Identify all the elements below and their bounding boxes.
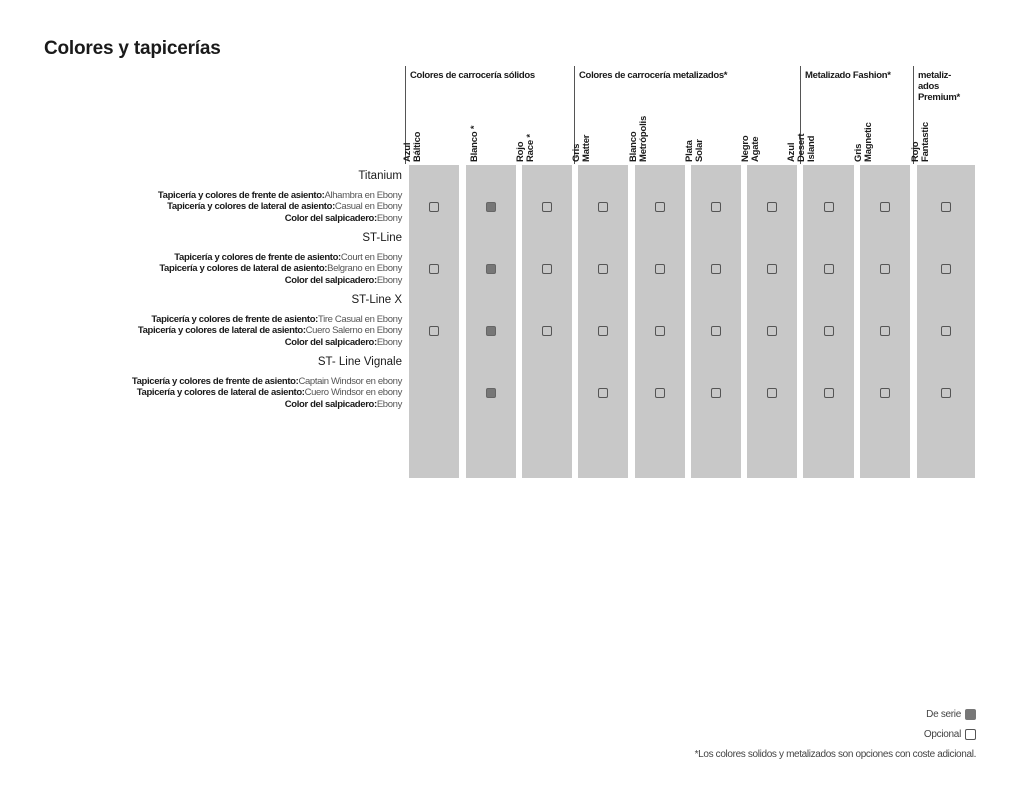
trim-description-line bbox=[158, 201, 402, 212]
legend-standard-label: De serie bbox=[926, 709, 961, 720]
optional-checkbox-icon bbox=[711, 326, 721, 336]
standard-checkbox-icon bbox=[486, 388, 496, 398]
group-header-1 bbox=[579, 70, 727, 81]
color-name-9 bbox=[910, 100, 991, 162]
color-name-text bbox=[629, 116, 649, 162]
color-name-line: Rojo bbox=[515, 141, 526, 162]
trim-line-label: Color del salpicadero: bbox=[284, 336, 377, 348]
trim-description-line bbox=[132, 376, 402, 387]
color-name-text bbox=[911, 122, 931, 162]
legend-standard bbox=[926, 709, 976, 720]
optional-checkbox-icon bbox=[941, 326, 951, 336]
trim-name: ST- Line Vignale bbox=[317, 356, 402, 368]
color-name-line: Metrópolis bbox=[638, 115, 649, 162]
color-name-text bbox=[403, 132, 423, 162]
color-name-line: Báltico bbox=[412, 131, 423, 162]
optional-checkbox-icon bbox=[598, 202, 608, 212]
trim-line-value: Alhambra en Ebony bbox=[324, 190, 402, 201]
optional-checkbox-icon bbox=[767, 202, 777, 212]
optional-checkbox-icon bbox=[598, 388, 608, 398]
color-name-line: Blanco bbox=[628, 131, 639, 162]
optional-checkbox-icon bbox=[711, 202, 721, 212]
optional-checkbox-icon bbox=[767, 264, 777, 274]
optional-checkbox-icon bbox=[880, 388, 890, 398]
optional-checkbox-icon bbox=[711, 388, 721, 398]
trim-line-value: Belgrano en Ebony bbox=[327, 263, 402, 275]
trim-description-line bbox=[159, 263, 402, 274]
color-name-line: Gris bbox=[853, 143, 864, 162]
optional-checkbox-icon bbox=[824, 202, 834, 212]
trim-line-value: Ebony bbox=[376, 212, 402, 224]
trim-description-line bbox=[138, 337, 402, 348]
trim-line-label: Tapicería y colores de frente de asiento: bbox=[174, 252, 341, 263]
color-name-text bbox=[685, 139, 705, 162]
trim-line-label: Tapicería y colores de lateral de asiento: bbox=[167, 201, 335, 213]
legend-optional-label: Opcional bbox=[923, 729, 961, 740]
optional-checkbox-icon bbox=[542, 202, 552, 212]
optional-checkbox-icon bbox=[429, 202, 439, 212]
optional-checkbox-icon bbox=[941, 202, 951, 212]
trim-line-label: Color del salpicadero: bbox=[284, 212, 377, 224]
standard-swatch-icon bbox=[965, 709, 976, 720]
color-name-text bbox=[470, 126, 480, 162]
optional-checkbox-icon bbox=[711, 264, 721, 274]
trim-line-label: Color del salpicadero: bbox=[284, 274, 377, 286]
optional-checkbox-icon bbox=[880, 264, 890, 274]
color-name-text bbox=[787, 134, 817, 162]
trim-line-label: Tapicería y colores de frente de asiento: bbox=[157, 190, 325, 201]
trim-description-line bbox=[138, 325, 402, 336]
trim-description bbox=[158, 190, 402, 224]
group-header-line: Colores de carrocería sólidos bbox=[410, 70, 535, 81]
color-name-line: Magnetic bbox=[863, 122, 874, 162]
group-header-line: ados bbox=[918, 81, 939, 92]
trim-name: ST-Line X bbox=[351, 294, 402, 306]
color-name-line: Race * bbox=[525, 134, 536, 162]
trim-line-value: Cuero Windsor en ebony bbox=[304, 387, 402, 399]
color-name-line: Island bbox=[806, 135, 817, 162]
optional-checkbox-icon bbox=[941, 264, 951, 274]
group-header-line: metaliz- bbox=[918, 70, 951, 81]
group-header-line: Colores de carrocería metalizados* bbox=[579, 70, 728, 81]
group-header-3 bbox=[918, 70, 960, 103]
optional-checkbox-icon bbox=[767, 388, 777, 398]
trim-line-value: Captain Windsor en ebony bbox=[298, 376, 402, 387]
group-header-line: Metalizado Fashion* bbox=[805, 70, 891, 81]
optional-checkbox-icon bbox=[429, 264, 439, 274]
trim-line-label: Color del salpicadero: bbox=[284, 398, 377, 410]
color-name-line: Fantastic bbox=[920, 122, 931, 162]
trim-line-value: Ebony bbox=[376, 398, 402, 410]
color-name-text bbox=[854, 122, 874, 162]
optional-checkbox-icon bbox=[655, 326, 665, 336]
optional-checkbox-icon bbox=[824, 264, 834, 274]
group-header-0 bbox=[410, 70, 535, 81]
optional-checkbox-icon bbox=[880, 202, 890, 212]
standard-checkbox-icon bbox=[486, 264, 496, 274]
trim-description-line bbox=[132, 399, 402, 410]
color-name-line: Negro bbox=[740, 135, 751, 162]
optional-checkbox-icon bbox=[824, 388, 834, 398]
optional-checkbox-icon bbox=[429, 326, 439, 336]
trim-line-value: Tire Casual en Ebony bbox=[317, 314, 402, 325]
color-name-line: Blanco * bbox=[469, 125, 480, 162]
color-name-line: Agate bbox=[750, 136, 761, 162]
optional-checkbox-icon bbox=[941, 388, 951, 398]
trim-line-label: Tapicería y colores de frente de asiento: bbox=[131, 376, 299, 387]
standard-checkbox-icon bbox=[486, 326, 496, 336]
trim-description-line bbox=[138, 314, 402, 325]
group-header-2 bbox=[805, 70, 891, 81]
group-header-line: Premium* bbox=[918, 92, 960, 103]
color-name-text bbox=[741, 136, 761, 162]
trim-line-value: Casual en Ebony bbox=[334, 201, 402, 213]
optional-checkbox-icon bbox=[655, 264, 665, 274]
optional-checkbox-icon bbox=[598, 264, 608, 274]
optional-checkbox-icon bbox=[767, 326, 777, 336]
trim-line-label: Tapicería y colores de lateral de asiento: bbox=[159, 263, 328, 275]
trim-name: ST-Line bbox=[362, 232, 402, 244]
trim-line-label: Tapicería y colores de lateral de asiento: bbox=[136, 387, 305, 399]
trim-line-value: Ebony bbox=[376, 274, 402, 286]
optional-swatch-icon bbox=[965, 729, 976, 740]
trim-line-value: Court en Ebony bbox=[340, 252, 402, 263]
optional-checkbox-icon bbox=[824, 326, 834, 336]
trim-description bbox=[138, 314, 402, 348]
color-name-line: Solar bbox=[694, 139, 705, 162]
trim-line-label: Tapicería y colores de lateral de asiento: bbox=[137, 325, 306, 337]
trim-description-line bbox=[132, 387, 402, 398]
color-name-line: Rojo bbox=[910, 141, 921, 162]
color-name-line: Gris bbox=[571, 143, 582, 162]
color-name-line: Azul bbox=[402, 142, 413, 162]
optional-checkbox-icon bbox=[655, 388, 665, 398]
optional-checkbox-icon bbox=[655, 202, 665, 212]
trim-line-label: Tapicería y colores de frente de asiento: bbox=[151, 314, 318, 325]
optional-checkbox-icon bbox=[542, 264, 552, 274]
standard-checkbox-icon bbox=[486, 202, 496, 212]
color-name-line: Matter bbox=[581, 134, 592, 162]
trim-line-value: Ebony bbox=[376, 336, 402, 348]
trim-description bbox=[132, 376, 402, 410]
trim-description-line bbox=[159, 275, 402, 286]
trim-description-line bbox=[159, 252, 402, 263]
trim-description-line bbox=[158, 190, 402, 201]
color-name-line: Plata bbox=[684, 140, 695, 162]
color-name-line: Azul bbox=[786, 142, 797, 162]
legend-optional bbox=[924, 729, 976, 740]
color-name-line: Desert bbox=[796, 133, 807, 162]
page-title: Colores y tapicerías bbox=[44, 38, 221, 59]
optional-checkbox-icon bbox=[598, 326, 608, 336]
color-name-text bbox=[572, 135, 592, 162]
trim-line-value: Cuero Salerno en Ebony bbox=[305, 325, 402, 337]
footnote: *Los colores solidos y metalizados son opciones con coste adicional. bbox=[694, 749, 976, 760]
trim-name: Titanium bbox=[358, 170, 402, 182]
trim-description-line bbox=[158, 213, 402, 224]
optional-checkbox-icon bbox=[880, 326, 890, 336]
optional-checkbox-icon bbox=[542, 326, 552, 336]
trim-description bbox=[159, 252, 402, 286]
color-name-text bbox=[516, 134, 536, 162]
